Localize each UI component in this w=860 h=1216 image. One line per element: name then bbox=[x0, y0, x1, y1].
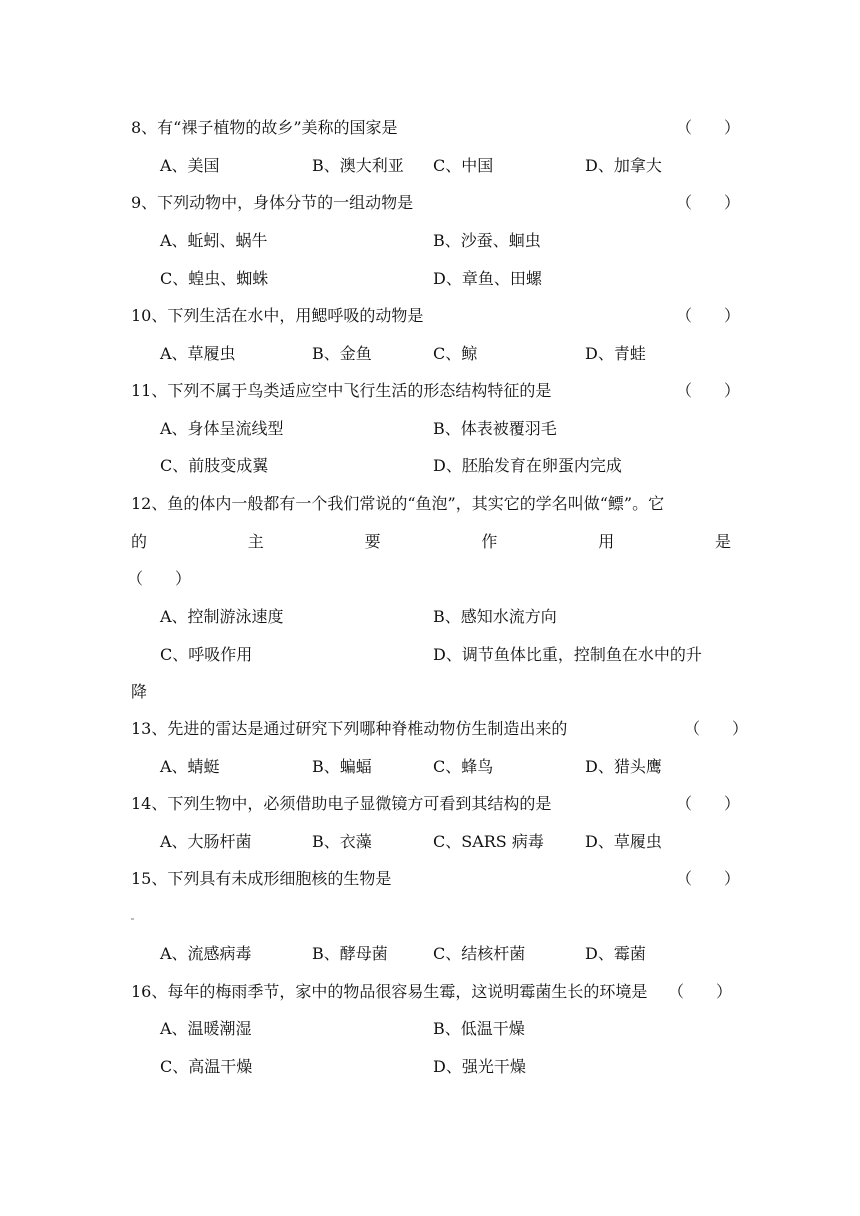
question-15-option-d: D、霉菌 bbox=[585, 944, 646, 963]
question-8-answer-blank: （ ） bbox=[676, 118, 741, 137]
question-10-option-a: A、草履虫 bbox=[160, 344, 236, 363]
question-13-option-d: D、猎头鹰 bbox=[585, 757, 662, 776]
question-14-option-a: A、大肠杆菌 bbox=[160, 832, 252, 851]
question-11-stem: 11、下列不属于鸟类适应空中飞行生活的形态结构特征的是 bbox=[131, 381, 552, 400]
question-14-answer-blank: （ ） bbox=[676, 794, 741, 813]
question-12-word: 用 bbox=[598, 532, 615, 551]
question-15-stem: 15、下列具有未成形细胞核的生物是 bbox=[131, 869, 392, 888]
question-8-option-c: C、中国 bbox=[433, 156, 494, 175]
question-16-answer-blank: （ ） bbox=[668, 982, 733, 1001]
question-14-stem: 14、下列生物中，必须借助电子显微镜方可看到其结构的是 bbox=[131, 794, 552, 813]
question-12-word: 作 bbox=[481, 532, 498, 551]
question-11-answer-blank: （ ） bbox=[676, 381, 741, 400]
question-12-word: 要 bbox=[364, 532, 381, 551]
question-9-stem: 9、下列动物中，身体分节的一组动物是 bbox=[131, 193, 414, 212]
question-9-option-a: A、蚯蚓、蜗牛 bbox=[160, 231, 268, 250]
question-13-stem: 13、先进的雷达是通过研究下列哪种脊椎动物仿生制造出来的 bbox=[131, 719, 568, 738]
question-11-option-d: D、胚胎发育在卵蛋内完成 bbox=[433, 456, 622, 475]
question-12-option-d-wrap: 降 bbox=[131, 682, 148, 701]
question-8-option-d: D、加拿大 bbox=[585, 156, 662, 175]
question-12-option-c: C、呼吸作用 bbox=[160, 645, 253, 664]
question-9-answer-blank: （ ） bbox=[676, 193, 741, 212]
question-16-option-c: C、高温干燥 bbox=[160, 1057, 253, 1076]
question-10-option-c: C、鲸 bbox=[433, 344, 478, 363]
question-13-option-b: B、蝙蝠 bbox=[312, 757, 372, 776]
question-9-option-d: D、章鱼、田螺 bbox=[433, 269, 542, 288]
question-16-option-b: B、低温干燥 bbox=[433, 1019, 525, 1038]
question-12-word: 是 bbox=[714, 532, 731, 551]
question-12-stem: 12、鱼的体内一般都有一个我们常说的“鱼泡”，其实它的学名叫做“鳔”。它 bbox=[131, 494, 665, 513]
question-9-option-b: B、沙蚕、蛔虫 bbox=[433, 231, 541, 250]
question-8-option-a: A、美国 bbox=[160, 156, 220, 175]
question-8-option-b: B、澳大利亚 bbox=[312, 156, 404, 175]
question-13-option-c: C、蜂鸟 bbox=[433, 757, 494, 776]
scan-speck bbox=[131, 918, 134, 920]
question-12-answer-blank: （ ） bbox=[127, 569, 192, 588]
question-11-option-c: C、前肢变成翼 bbox=[160, 456, 269, 475]
question-14-option-c: C、SARS 病毒 bbox=[433, 832, 544, 851]
question-8-stem: 8、有“裸子植物的故乡”美称的国家是 bbox=[131, 118, 398, 137]
question-10-stem: 10、下列生活在水中，用鳃呼吸的动物是 bbox=[131, 306, 424, 325]
question-13-answer-blank: （ ） bbox=[684, 719, 749, 738]
question-10-answer-blank: （ ） bbox=[676, 306, 741, 325]
question-15-option-a: A、流感病毒 bbox=[160, 944, 252, 963]
question-14-option-b: B、衣藻 bbox=[312, 832, 372, 851]
question-15-option-c: C、结核杆菌 bbox=[433, 944, 526, 963]
question-13-option-a: A、蜻蜓 bbox=[160, 757, 220, 776]
question-10-option-d: D、青蛙 bbox=[585, 344, 646, 363]
question-15-answer-blank: （ ） bbox=[676, 869, 741, 888]
question-12-word: 主 bbox=[247, 532, 264, 551]
question-15-option-b: B、酵母菌 bbox=[312, 944, 388, 963]
question-10-option-b: B、金鱼 bbox=[312, 344, 372, 363]
question-12-word: 的 bbox=[131, 532, 148, 551]
question-16-stem: 16、每年的梅雨季节，家中的物品很容易生霉，这说明霉菌生长的环境是 bbox=[131, 982, 648, 1001]
question-14-option-d: D、草履虫 bbox=[585, 832, 662, 851]
question-12-stem-continued bbox=[131, 532, 731, 552]
question-16-option-d: D、强光干燥 bbox=[433, 1057, 526, 1076]
question-12-option-b: B、感知水流方向 bbox=[433, 607, 557, 626]
question-11-option-b: B、体表被覆羽毛 bbox=[433, 419, 557, 438]
question-9-option-c: C、蝗虫、蜘蛛 bbox=[160, 269, 269, 288]
question-12-option-d: D、调节鱼体比重，控制鱼在水中的升 bbox=[433, 645, 702, 664]
question-12-option-a: A、控制游泳速度 bbox=[160, 607, 284, 626]
question-11-option-a: A、身体呈流线型 bbox=[160, 419, 284, 438]
question-16-option-a: A、温暖潮湿 bbox=[160, 1019, 252, 1038]
